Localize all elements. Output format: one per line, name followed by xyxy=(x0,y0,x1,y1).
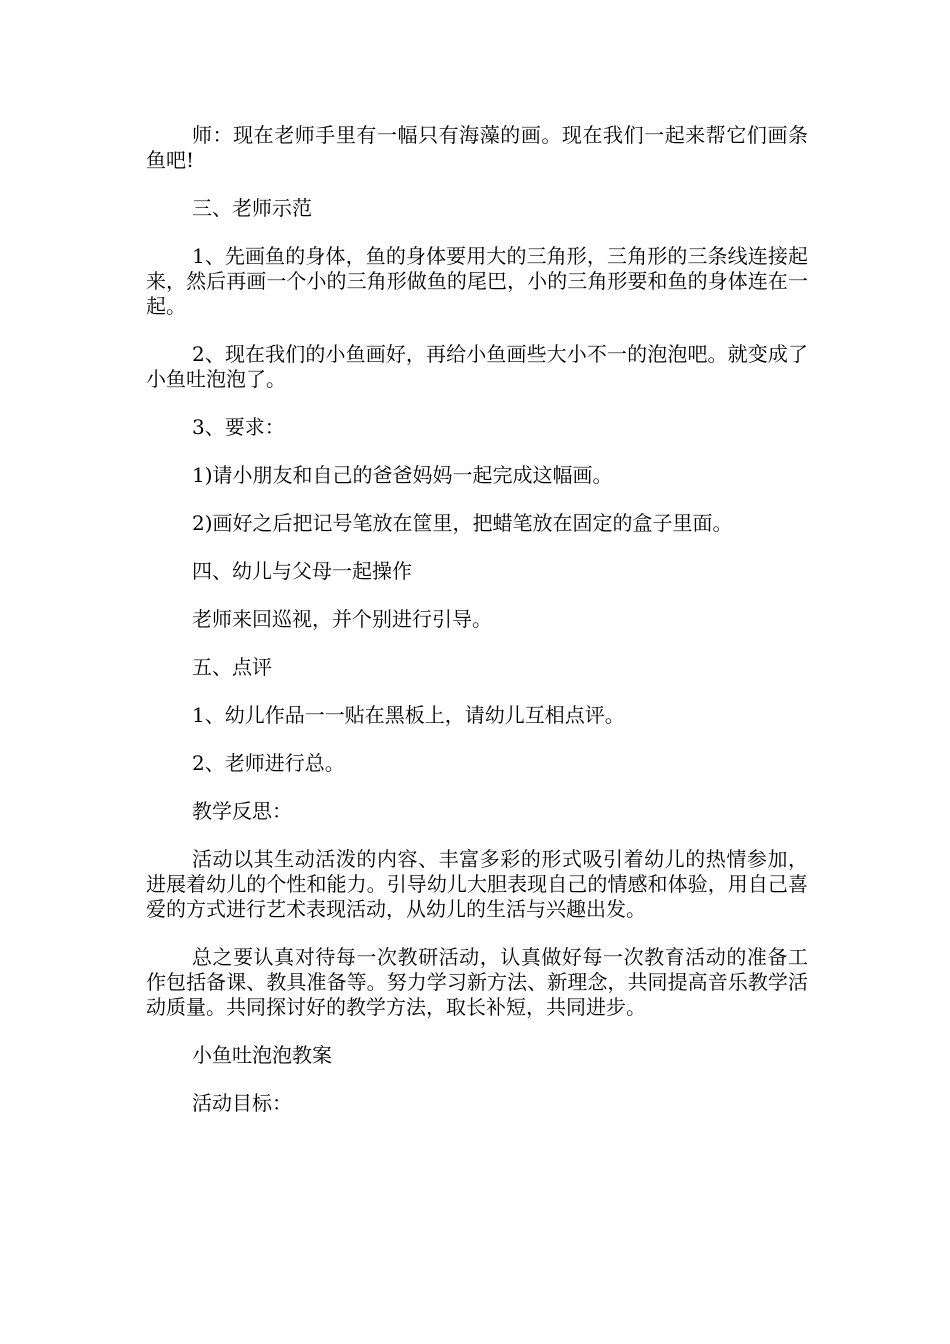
paragraph-requirement-1: 1)请小朋友和自己的爸爸妈妈一起完成这幅画。 xyxy=(192,463,613,487)
paragraph-requirement-2: 2)画好之后把记号笔放在筐里，把蜡笔放在固定的盒子里面。 xyxy=(192,511,733,535)
paragraph-reflection-1: 活动以其生动活泼的内容、丰富多彩的形式吸引着幼儿的热情参加，进展着幼儿的个性和能力。引导幼儿大胆表现自己的情感和体验，用自己喜爱的方式进行艺术表现活动，从幼儿的生活与兴趣出发。 xyxy=(146,847,808,921)
paragraph-review-2: 2、老师进行总。 xyxy=(192,751,345,775)
paragraph-requirements: 3、要求： xyxy=(192,415,285,439)
paragraph-step-1: 1、先画鱼的身体，鱼的身体要用大的三角形，三角形的三条线连接起来，然后再画一个小的三角形做鱼的尾巴，小的三角形要和鱼的身体连在一起。 xyxy=(146,244,808,318)
heading-review: 五、点评 xyxy=(192,655,272,679)
paragraph-reflection-2: 总之要认真对待每一次教研活动，认真做好每一次教育活动的准备工作包括备课、教具准备等。努力学习新方法、新理念，共同提高音乐教学活动质量。共同探讨好的教学方法，取长补短，共同进步。 xyxy=(146,945,808,1019)
paragraph-step-2: 2、现在我们的小鱼画好，再给小鱼画些大小不一的泡泡吧。就变成了小鱼吐泡泡了。 xyxy=(146,342,808,391)
heading-lesson-plan-title: 小鱼吐泡泡教案 xyxy=(192,1043,332,1067)
document-body xyxy=(146,123,808,1139)
heading-child-parent-activity: 四、幼儿与父母一起操作 xyxy=(192,559,412,583)
paragraph-teacher-guidance: 老师来回巡视，并个别进行引导。 xyxy=(192,607,492,631)
paragraph-teacher-line: 师：现在老师手里有一幅只有海藻的画。现在我们一起来帮它们画条鱼吧! xyxy=(146,123,808,172)
heading-activity-goals: 活动目标： xyxy=(192,1091,292,1115)
heading-teaching-reflection: 教学反思： xyxy=(192,799,292,823)
heading-teacher-demo: 三、老师示范 xyxy=(192,196,312,220)
paragraph-review-1: 1、幼儿作品一一贴在黑板上，请幼儿互相点评。 xyxy=(192,703,625,727)
